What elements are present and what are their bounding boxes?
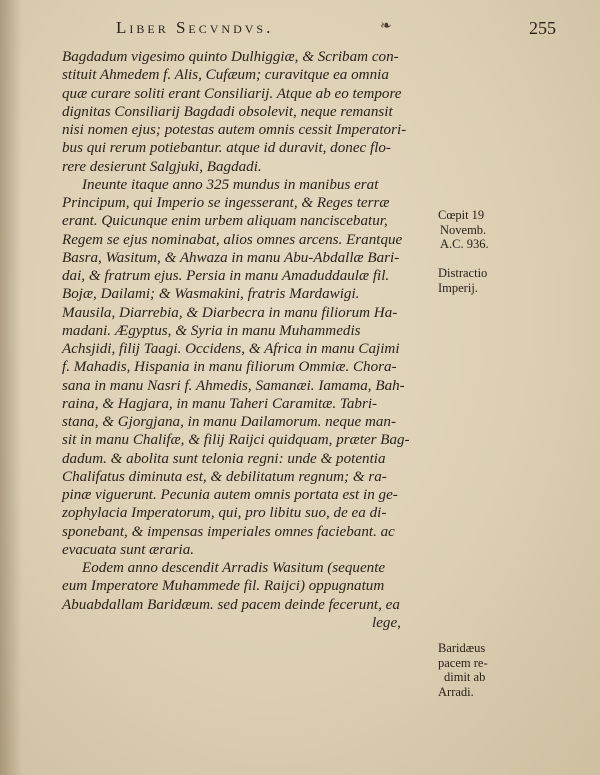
marginal-line: Novemb. [440, 222, 487, 237]
text-line: bus qui rerum potiebantur. atque id duravit, donec flo- [62, 140, 391, 157]
text-line: stituit Ahmedem f. Alis, Cufæum; curavitque ea omnia [62, 67, 389, 84]
marginal-line: Arradi. [438, 684, 474, 699]
text-line: lege, [372, 614, 401, 631]
text-line: madani. Ægyptus, & Syria in manu Muhammedis [62, 322, 361, 339]
text-line: Regem se ejus nominabat, alios omnes arcens. Erantque [62, 231, 403, 248]
text-line: pinæ viguerunt. Pecunia autem omnis portata est in ge- [62, 487, 398, 503]
text-line: Ineunte itaque anno 325 mundus in manibus erat [82, 176, 379, 193]
running-head: Liber Secvndvs. [116, 18, 274, 37]
text-line: sana in manu Nasri f. Ahmedis, Samanæi. Iamama, Bah- [62, 377, 405, 394]
marginal-line: Baridæus [438, 641, 486, 655]
marginal-line: Distractio [438, 266, 488, 280]
text-line: Principum, qui Imperio se ingesserant, & Reges terræ [62, 195, 390, 211]
text-line: Mausila, Diarrebia, & Diarbecra in manu filiorum Ha- [62, 304, 398, 321]
text-line: nisi nomen ejus; potestas autem omnis cessit Imperatori- [62, 122, 407, 138]
marginal-line: Imperij. [438, 280, 478, 295]
marginal-line: Cœpit 19 [438, 208, 485, 222]
text-line: dai, & fratrum ejus. Persia in manu Amaduddaulæ fil. [62, 268, 390, 284]
text-line: Bagdadum vigesimo quinto Dulhiggiæ, & Scribam con- [62, 49, 399, 65]
ornament-icon: ❧ [380, 18, 392, 34]
text-line: erant. Quicunque enim urbem aliquam nanciscebatur, [62, 213, 388, 230]
text-line: stana, & Gjorgjana, in manu Dailamorum. neque man- [62, 414, 397, 430]
text-line: Eodem anno descendit Arradis Wasitum (sequente [82, 560, 386, 576]
text-line: eum Imperatore Muhammede fil. Raijci) oppugnatum [62, 578, 385, 595]
text-line: Achsjidi, filij Taagi. Occidens, & Africa in manu Cajimi [62, 341, 400, 357]
text-line: sit in manu Chalifæ, & filij Raijci quidquam, præter Bag- [62, 432, 410, 449]
marginal-note-distractio [438, 266, 504, 295]
text-line: sponebant, & impensas imperiales omnes faciebant. ac [62, 523, 395, 540]
binding-shadow [0, 0, 22, 775]
text-line: Basra, Wasitum, & Ahwaza in manu Abu-Abdallæ Bari- [62, 249, 400, 266]
marginal-line: pacem re- [438, 655, 488, 670]
text-line: rere desierunt Salgjuki, Bagdadi. [62, 158, 262, 175]
text-line: dignitas Consiliarij Bagdadi obsolevit, neque remansit [62, 103, 393, 120]
main-text-block [62, 48, 434, 632]
text-line: raina, & Hagjara, in manu Taheri Caramitæ. Tabri- [62, 395, 378, 412]
page-header [116, 14, 556, 42]
page-number: 255 [529, 18, 556, 38]
marginal-line: dimit ab [444, 670, 486, 684]
text-line: Abuabdallam Baridæum. sed pacem deinde fecerunt, ea [62, 596, 400, 613]
marginal-note-baridaeus [438, 641, 504, 699]
text-line: zophylacia Imperatorum, qui, pro libitu suo, de ea di- [62, 505, 387, 522]
text-line: dadum. & abolita sunt telonia regni: unde & potentia [62, 450, 386, 467]
marginal-line: A.C. 936. [440, 237, 489, 251]
text-line: Bojæ, Dailami; & Wasmakini, fratris Mardawigi. [62, 286, 360, 303]
marginal-note-date [438, 208, 504, 252]
text-line: evacuata sunt æraria. [62, 541, 195, 558]
text-line: quæ curare soliti erant Consiliarij. Atque ab eo tempore [62, 85, 402, 102]
text-line: Chalifatus diminuta est, & debilitatum regnum; & ra- [62, 468, 387, 485]
text-line: f. Mahadis, Hispania in manu filiorum Ommiæ. Chora- [62, 359, 397, 376]
